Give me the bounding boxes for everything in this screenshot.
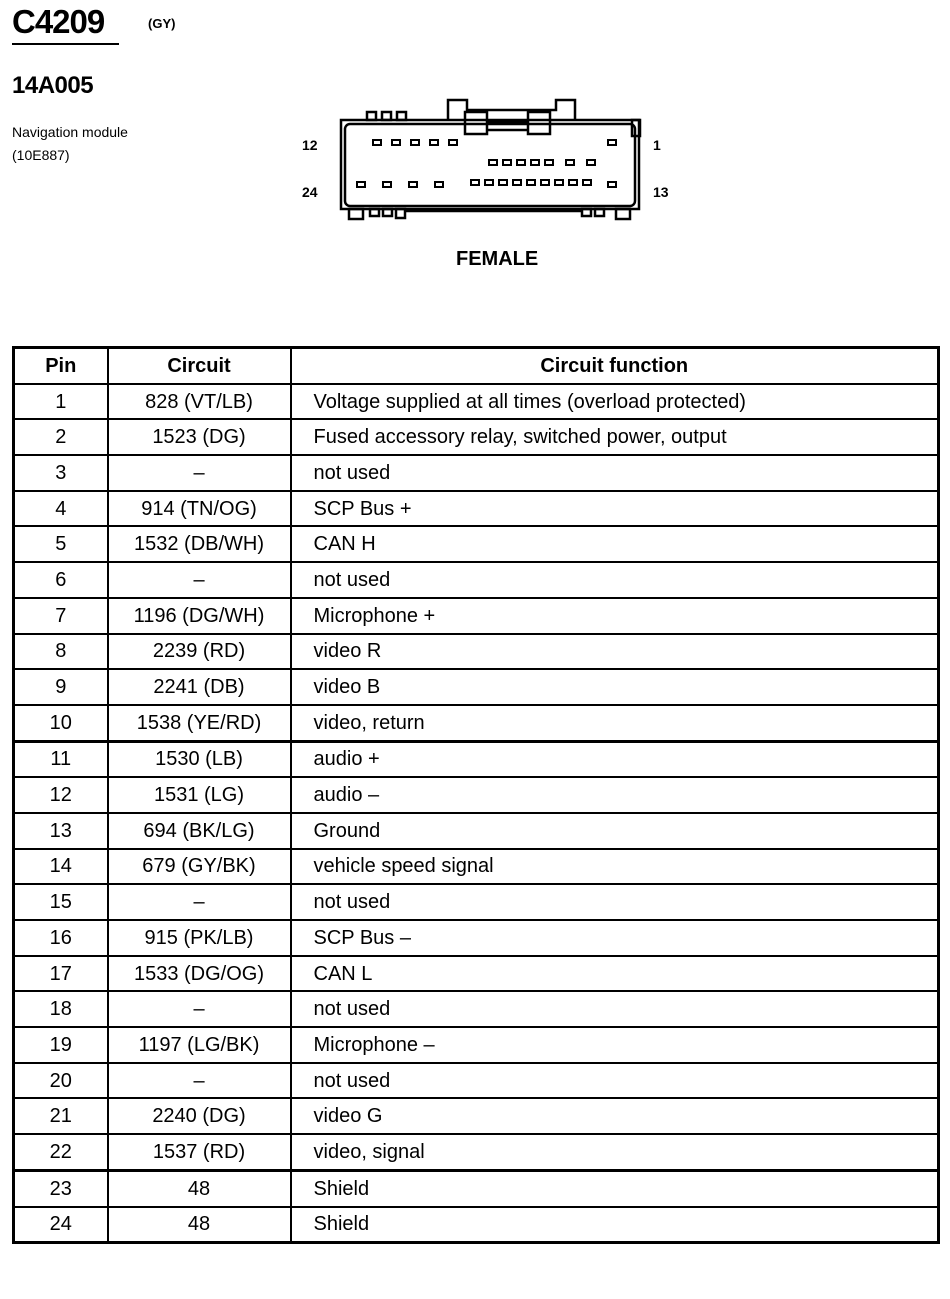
circuit-cell: 828 (VT/LB) bbox=[108, 384, 291, 420]
pin-cell: 16 bbox=[14, 920, 108, 956]
table-row bbox=[14, 598, 939, 634]
pin-cell: 8 bbox=[14, 634, 108, 670]
circuit-cell: 694 (BK/LG) bbox=[108, 813, 291, 849]
pin-cell: 6 bbox=[14, 562, 108, 598]
circuit-cell: 2239 (RD) bbox=[108, 634, 291, 670]
table-row bbox=[14, 956, 939, 992]
function-cell: Shield bbox=[291, 1207, 939, 1243]
pin-cell: 3 bbox=[14, 455, 108, 491]
circuit-cell: – bbox=[108, 884, 291, 920]
module-code: (10E887) bbox=[12, 147, 70, 163]
table-row bbox=[14, 562, 939, 598]
table-row bbox=[14, 884, 939, 920]
function-cell: video B bbox=[291, 669, 939, 705]
pin-cell: 24 bbox=[14, 1207, 108, 1243]
table-row bbox=[14, 526, 939, 562]
table-row bbox=[14, 920, 939, 956]
table-row bbox=[14, 1134, 939, 1170]
pin-cell: 10 bbox=[14, 705, 108, 741]
table-row bbox=[14, 741, 939, 777]
connector-color-code: (GY) bbox=[148, 16, 176, 31]
header-pin: Pin bbox=[14, 348, 108, 384]
circuit-cell: 1197 (LG/BK) bbox=[108, 1027, 291, 1063]
circuit-cell: 1531 (LG) bbox=[108, 777, 291, 813]
pin-label-bottom-left: 24 bbox=[302, 184, 318, 200]
pin-cell: 14 bbox=[14, 849, 108, 885]
circuit-cell: 679 (GY/BK) bbox=[108, 849, 291, 885]
pin-cell: 15 bbox=[14, 884, 108, 920]
function-cell: video, signal bbox=[291, 1134, 939, 1170]
pin-cell: 2 bbox=[14, 419, 108, 455]
pin-cell: 18 bbox=[14, 991, 108, 1027]
table-row bbox=[14, 455, 939, 491]
function-cell: video R bbox=[291, 634, 939, 670]
circuit-cell: – bbox=[108, 455, 291, 491]
table-row bbox=[14, 419, 939, 455]
pin-cell: 12 bbox=[14, 777, 108, 813]
circuit-cell: 915 (PK/LB) bbox=[108, 920, 291, 956]
table-row bbox=[14, 1170, 939, 1206]
circuit-cell: – bbox=[108, 562, 291, 598]
function-cell: SCP Bus + bbox=[291, 491, 939, 527]
circuit-cell: 2241 (DB) bbox=[108, 669, 291, 705]
circuit-cell: 914 (TN/OG) bbox=[108, 491, 291, 527]
circuit-cell: 1533 (DG/OG) bbox=[108, 956, 291, 992]
function-cell: Microphone + bbox=[291, 598, 939, 634]
circuit-cell: 48 bbox=[108, 1207, 291, 1243]
table-row bbox=[14, 705, 939, 741]
pin-cell: 19 bbox=[14, 1027, 108, 1063]
function-cell: audio + bbox=[291, 741, 939, 777]
table-row bbox=[14, 1027, 939, 1063]
circuit-cell: 1537 (RD) bbox=[108, 1134, 291, 1170]
circuit-cell: 1523 (DG) bbox=[108, 419, 291, 455]
circuit-cell: – bbox=[108, 1063, 291, 1099]
table-row bbox=[14, 384, 939, 420]
table-row bbox=[14, 669, 939, 705]
function-cell: video G bbox=[291, 1098, 939, 1134]
function-cell: CAN L bbox=[291, 956, 939, 992]
table-row bbox=[14, 991, 939, 1027]
table-header-row bbox=[14, 348, 939, 384]
table-row bbox=[14, 491, 939, 527]
function-cell: CAN H bbox=[291, 526, 939, 562]
function-cell: not used bbox=[291, 884, 939, 920]
module-name: Navigation module bbox=[12, 124, 128, 140]
pin-cell: 13 bbox=[14, 813, 108, 849]
function-cell: audio – bbox=[291, 777, 939, 813]
function-cell: Shield bbox=[291, 1170, 939, 1206]
function-cell: Voltage supplied at all times (overload protected) bbox=[291, 384, 939, 420]
connector-id-underline bbox=[12, 43, 119, 45]
function-cell: Fused accessory relay, switched power, output bbox=[291, 419, 939, 455]
pin-cell: 11 bbox=[14, 741, 108, 777]
pin-cell: 21 bbox=[14, 1098, 108, 1134]
table-row bbox=[14, 634, 939, 670]
circuit-cell: – bbox=[108, 991, 291, 1027]
pin-cell: 5 bbox=[14, 526, 108, 562]
table-row bbox=[14, 777, 939, 813]
function-cell: vehicle speed signal bbox=[291, 849, 939, 885]
connector-id: C4209 bbox=[12, 3, 105, 40]
pin-cell: 22 bbox=[14, 1134, 108, 1170]
pin-cell: 9 bbox=[14, 669, 108, 705]
circuit-cell: 48 bbox=[108, 1170, 291, 1206]
circuit-cell: 1532 (DB/WH) bbox=[108, 526, 291, 562]
function-cell: Microphone – bbox=[291, 1027, 939, 1063]
connector-gender-label: FEMALE bbox=[456, 248, 539, 270]
pin-cell: 7 bbox=[14, 598, 108, 634]
header-circuit-function: Circuit function bbox=[291, 348, 939, 384]
pinout-table-body bbox=[14, 384, 939, 1243]
function-cell: video, return bbox=[291, 705, 939, 741]
function-cell: not used bbox=[291, 455, 939, 491]
pin-cell: 1 bbox=[14, 384, 108, 420]
pin-cell: 20 bbox=[14, 1063, 108, 1099]
circuit-cell: 1530 (LB) bbox=[108, 741, 291, 777]
pin-cell: 17 bbox=[14, 956, 108, 992]
circuit-cell: 2240 (DG) bbox=[108, 1098, 291, 1134]
table-row bbox=[14, 813, 939, 849]
table-row bbox=[14, 849, 939, 885]
function-cell: not used bbox=[291, 562, 939, 598]
circuit-cell: 1538 (YE/RD) bbox=[108, 705, 291, 741]
pin-label-top-right: 1 bbox=[653, 137, 661, 153]
table-row bbox=[14, 1098, 939, 1134]
function-cell: SCP Bus – bbox=[291, 920, 939, 956]
pin-label-top-left: 12 bbox=[302, 137, 318, 153]
header-circuit: Circuit bbox=[108, 348, 291, 384]
table-row bbox=[14, 1207, 939, 1243]
circuit-cell: 1196 (DG/WH) bbox=[108, 598, 291, 634]
pinout-table bbox=[12, 346, 940, 1244]
pin-cell: 23 bbox=[14, 1170, 108, 1206]
function-cell: Ground bbox=[291, 813, 939, 849]
pin-label-bottom-right: 13 bbox=[653, 184, 669, 200]
part-number: 14A005 bbox=[12, 72, 94, 99]
function-cell: not used bbox=[291, 991, 939, 1027]
function-cell: not used bbox=[291, 1063, 939, 1099]
connector-face-diagram bbox=[290, 90, 690, 235]
table-row bbox=[14, 1063, 939, 1099]
pin-cell: 4 bbox=[14, 491, 108, 527]
